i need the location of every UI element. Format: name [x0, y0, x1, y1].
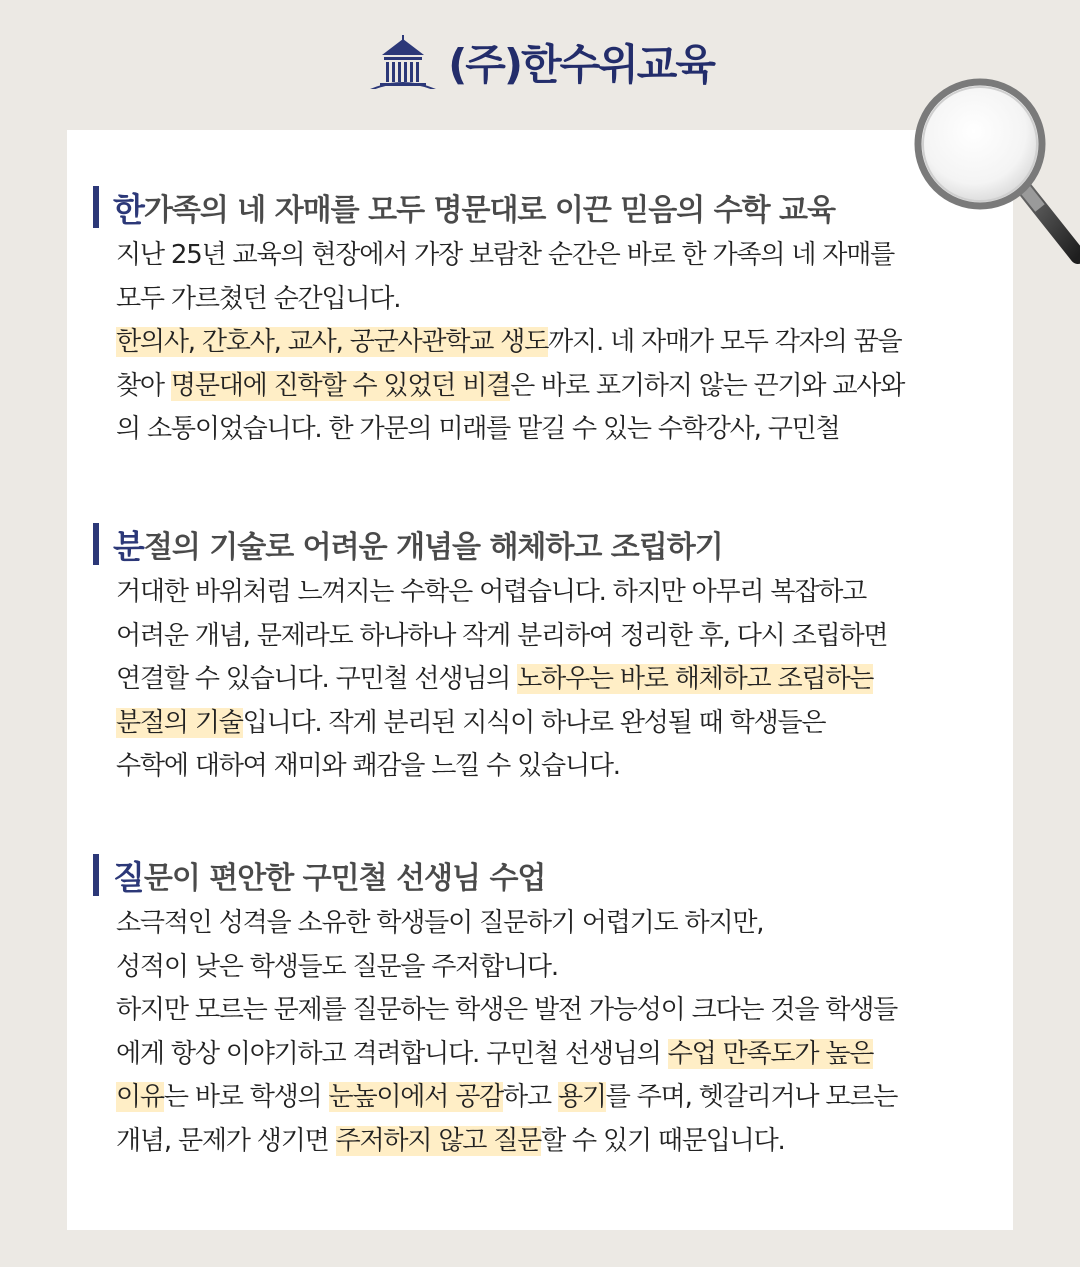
body-line [116, 615, 993, 659]
body-line [116, 1033, 993, 1077]
body-text: 를 주며, 헷갈리거나 모르는 [605, 1082, 898, 1112]
heading-text: 절의 기술로 어려운 개념을 해체하고 조립하기 [143, 530, 723, 565]
heading-initial: 한 [113, 189, 144, 229]
section-heading [93, 186, 993, 228]
body-line [116, 278, 993, 322]
highlighted-text: 노하우는 바로 해체하고 조립하는 [517, 664, 874, 694]
heading-text: 문이 편안한 구민철 선생님 수업 [143, 861, 546, 896]
heading-text: 가족의 네 자매를 모두 명문대로 이끈 믿음의 수학 교육 [143, 193, 836, 228]
highlighted-text: 용기 [557, 1082, 606, 1112]
body-line [116, 745, 993, 789]
body-line [116, 321, 993, 365]
section-body [116, 571, 993, 789]
section-1 [93, 186, 993, 452]
body-line [116, 408, 993, 452]
building-logo-icon [366, 35, 440, 89]
highlighted-text: 수업 만족도가 높은 [667, 1038, 874, 1069]
body-text: 에게 항상 이야기하고 격려합니다. 구민철 선생님의 [116, 1038, 668, 1069]
body-text: 지난 25년 교육의 현장에서 가장 보람찬 순간은 바로 한 가족의 네 자매를 [116, 240, 895, 270]
highlighted-text: 분절의 기술 [116, 707, 243, 738]
body-text: 찾아 [116, 370, 171, 401]
section-body [116, 234, 993, 452]
highlighted-text: 주저하지 않고 질문 [335, 1125, 542, 1156]
section-2 [93, 523, 993, 789]
body-text: 하지만 모르는 문제를 질문하는 학생은 발전 가능성이 크다는 것을 학생들 [116, 995, 898, 1025]
body-text: 어려운 개념, 문제라도 하나하나 작게 분리하여 정리한 후, 다시 조립하면 [116, 620, 888, 651]
body-text: 의 소통이었습니다. 한 가문의 미래를 맡길 수 있는 수학강사, 구민철 [116, 414, 840, 444]
heading-initial: 질 [113, 857, 144, 897]
body-text: 모두 가르쳤던 순간입니다. [116, 283, 401, 314]
heading-initial: 분 [113, 526, 144, 566]
highlighted-text: 한의사, 간호사, 교사, 공군사관학교 생도 [116, 327, 549, 357]
body-line [116, 902, 993, 946]
section-body [116, 902, 993, 1163]
body-text: 거대한 바위처럼 느껴지는 수학은 어렵습니다. 하지만 아무리 복잡하고 [116, 577, 867, 607]
body-line [116, 571, 993, 615]
section-heading [93, 854, 993, 896]
body-text: 은 바로 포기하지 않는 끈기와 교사와 [510, 370, 905, 401]
body-text: 개념, 문제가 생기면 [116, 1125, 336, 1156]
body-text: 입니다. 작게 분리된 지식이 하나로 완성될 때 학생들은 [242, 707, 826, 738]
body-text: 까지. 네 자매가 모두 각자의 꿈을 [548, 327, 902, 357]
brand-name: (주)한수위교육 [448, 40, 714, 89]
highlighted-text: 이유 [116, 1082, 164, 1112]
body-line [116, 1076, 993, 1120]
section-heading [93, 523, 993, 565]
highlighted-text: 명문대에 진학할 수 있었던 비결 [170, 370, 511, 401]
body-text: 할 수 있기 때문입니다. [541, 1125, 785, 1156]
body-text: 성적이 낮은 학생들도 질문을 주저합니다. [116, 951, 558, 982]
section-3 [93, 854, 993, 1163]
body-text: 소극적인 성격을 소유한 학생들이 질문하기 어렵기도 하지만, [116, 908, 764, 938]
body-line [116, 658, 993, 702]
body-line [116, 234, 993, 278]
body-text: 연결할 수 있습니다. 구민철 선생님의 [116, 664, 518, 694]
body-text: 수학에 대하여 재미와 쾌감을 느낄 수 있습니다. [116, 751, 620, 781]
body-line [116, 989, 993, 1033]
highlighted-text: 눈높이에서 공감 [328, 1082, 504, 1112]
body-line [116, 946, 993, 990]
body-line [116, 365, 993, 409]
body-line [116, 702, 993, 746]
body-text: 하고 [503, 1082, 558, 1112]
body-line [116, 1120, 993, 1164]
body-text: 는 바로 학생의 [163, 1082, 329, 1112]
